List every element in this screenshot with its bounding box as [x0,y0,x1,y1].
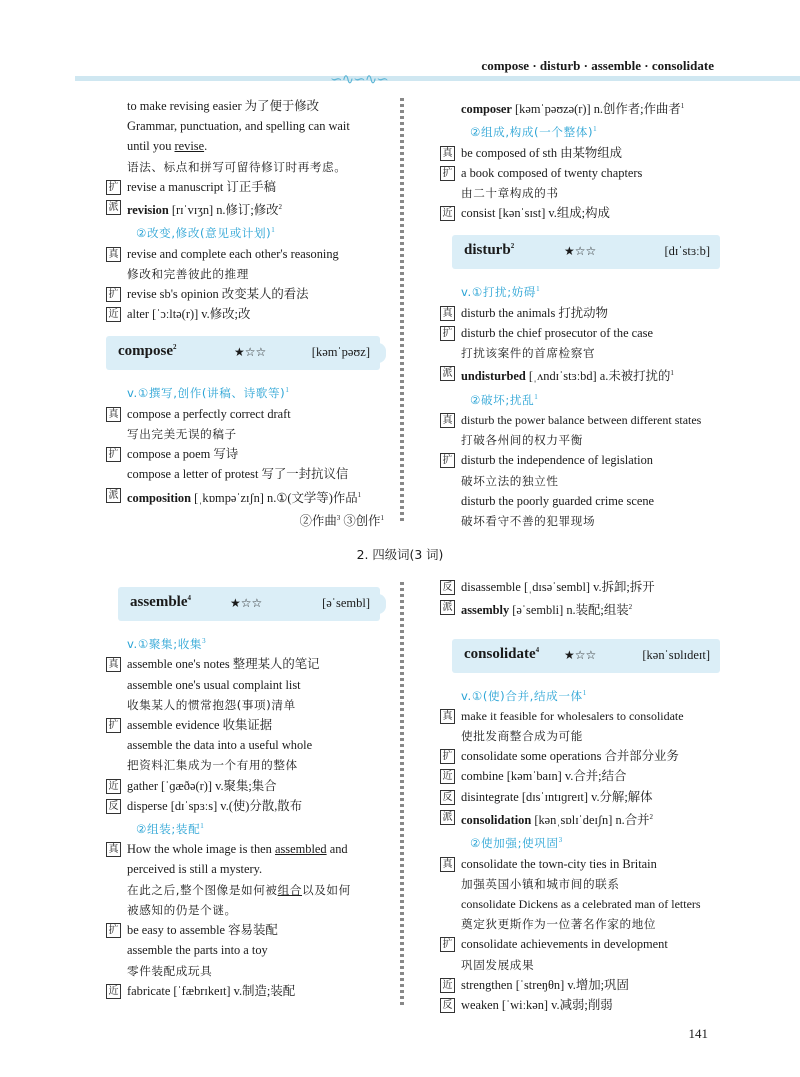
entry: 反 disassemble [ˌdɪsəˈsembl] v.拆卸;拆开 [440,577,720,597]
tag-icon: 反 [440,998,455,1013]
tag-icon: 扩 [440,326,455,341]
sense-heading: ②组成,构成(一个整体)$^1$ [470,125,597,140]
entry: 扩 assemble evidence 收集证据 [106,715,386,735]
entry: 反 disperse [dɪˈspɜːs] v.(使)分散,散布 [106,796,386,816]
sense-heading: ②破坏;扰乱$^1$ [470,392,538,407]
line: to make revising easier 为了便于修改 [127,99,320,113]
line: 打破各州间的权力平衡 [461,433,583,448]
line: 巩固发展成果 [461,957,535,972]
headword-box-consolidate [452,639,720,673]
tag-icon: 派 [106,488,121,503]
headword: disturb$^2$ [464,242,515,259]
sense-heading: v.①聚集;收集$^3$ [127,637,206,652]
tag-icon: 扩 [440,937,455,952]
headword: consolidate$^4$ [464,645,540,662]
tag-icon: 反 [440,580,455,595]
phonetic: [əˈsembl] [322,596,370,610]
bottom-right-column [440,577,720,1015]
top-left-column [106,96,386,531]
tag-icon: 近 [440,206,455,221]
line: consolidate Dickens as a celebrated man of letters [461,896,701,911]
tag-icon: 真 [440,709,455,724]
line: disturb the poorly guarded crime scene [461,493,655,508]
star-rating-icon: ★☆☆ [234,345,267,360]
tag-icon: 扩 [106,718,121,733]
tag-icon: 真 [440,413,455,428]
tag-icon: 真 [106,657,121,672]
entry: 真 How the whole image is then assembled and [106,839,386,859]
entry: 派 undisturbed [ˌʌndɪˈstɜːbd] a.未被打扰的$^1$ [440,363,720,386]
line: 由二十章构成的书 [461,186,559,201]
star-rating-icon: ★☆☆ [230,596,263,610]
line: assemble one's usual complaint list [127,677,301,692]
line: 打扰该案件的首席检察官 [461,346,596,361]
entry: 真 disturb the power balance between different states [440,410,720,430]
entry: 真 disturb the animals 打扰动物 [440,303,720,323]
line: 写出完美无误的稿子 [127,427,237,442]
sense-heading: v.①(使)合并,结成一体$^1$ [461,688,587,703]
entry: 扩 compose a poem 写诗 [106,444,386,464]
sense-heading: ②改变,修改(意见或计划)$^1$ [136,226,275,241]
sense-heading: ②组装;装配$^1$ [136,821,204,837]
running-header [0,52,800,88]
line: perceived is still a mystery. [127,862,263,877]
entry: 扩 revise sb's opinion 改变某人的看法 [106,284,386,304]
header-title: compose · disturb · assemble · consolidate [481,58,714,73]
header-ornament: ∽∿∽∿∽ [330,70,388,88]
entry: 派 revision [rɪˈvɪʒn] n.修订;修改$^2$ [106,197,386,220]
column-divider-top [400,98,404,523]
line: compose a letter of protest 写了一封抗议信 [127,467,349,482]
entry: 反 weaken [ˈwiːkən] v.减弱;削弱 [440,995,720,1015]
entry: 近 combine [kəmˈbaɪn] v.合并;结合 [440,766,720,786]
entry: 派 assembly [əˈsembli] n.装配;组装$^2$ [440,597,720,620]
entry: 近 fabricate [ˈfæbrɪkeɪt] v.制造;装配 [106,981,386,1001]
tag-icon: 反 [106,799,121,814]
line: 使批发商整合成为可能 [461,729,583,744]
star-rating-icon: ★☆☆ [564,647,597,662]
line: 收集某人的惯常抱怨(事项)清单 [127,697,296,712]
section-title: 2. 四级词(3 词) [356,547,444,562]
tag-icon: 近 [440,978,455,993]
entry: 近 alter [ˈɔːltə(r)] v.修改;改 [106,304,386,324]
entry: 真 revise and complete each other's reasoning [106,244,386,264]
tag-icon: 真 [440,857,455,872]
sense-heading: v.①撰写,创作(讲稿、诗歌等)$^1$ [127,386,289,401]
tag-icon: 派 [440,366,455,381]
line: 把资料汇集成为一个有用的整体 [127,758,298,773]
column-divider-bottom [400,582,404,1007]
tag-icon: 扩 [440,453,455,468]
phonetic: [kənˈsɒlɪdeɪt] [642,647,710,662]
phonetic: [kəmˈpəʊz] [311,345,370,360]
tag-icon: 派 [440,600,455,615]
tag-icon: 近 [106,984,121,999]
entry: 近 consist [kənˈsɪst] v.组成;构成 [440,203,720,223]
tag-icon: 真 [106,842,121,857]
entry: 真 consolidate the town-city ties in Britain [440,854,720,874]
entry: 扩 be easy to assemble 容易装配 [106,920,386,940]
line: until you revise. [127,139,208,154]
tag-icon: 扩 [106,287,121,302]
entry: 真 make it feasible for wholesalers to consolidate [440,706,720,726]
entry: 派 consolidation [kənˌsɒlɪˈdeɪʃn] n.合并$^2$ [440,807,720,830]
header-band [75,76,800,81]
tag-icon: 反 [440,790,455,805]
entry: 反 disintegrate [dɪsˈɪntɪɡreɪt] v.分解;解体 [440,787,720,807]
entry: 扩 consolidate some operations 合并部分业务 [440,746,720,766]
line: 破坏立法的独立性 [461,473,559,488]
line: assemble the parts into a toy [127,943,268,958]
tag-icon: 近 [106,307,121,322]
tag-icon: 近 [106,779,121,794]
line: Grammar, punctuation, and spelling can wait [127,119,350,134]
entry: 近 gather [ˈɡæðə(r)] v.聚集;集合 [106,776,386,796]
line: 语法、标点和拼写可留待修订时再考虑。 [127,159,347,174]
tag-icon: 真 [440,146,455,161]
tag-icon: 真 [440,306,455,321]
line: assemble the data into a useful whole [127,738,313,753]
entry: 真 be composed of sth 由某物组成 [440,143,720,163]
line: 修改和完善彼此的推理 [127,266,249,281]
tag-icon: 扩 [106,447,121,462]
entry: 扩 revise a manuscript 订正手稿 [106,177,386,197]
entry: 派 composition [ˌkɒmpəˈzɪʃn] n.①(文学等)作品$^1$ [106,485,386,508]
bottom-left-column [106,577,386,1001]
entry: composer [kəmˈpəʊzə(r)] n.创作者;作曲者$^1$ [461,102,685,117]
tag-icon: 扩 [106,180,121,195]
entry: 扩 a book composed of twenty chapters [440,163,720,183]
entry: 扩 disturb the chief prosecutor of the case [440,323,720,343]
top-right-column [440,96,720,531]
line: 被感知的仍是个谜。 [127,902,237,917]
headword: assemble$^4$ [130,594,191,610]
line: ②作曲$^3$ ③创作$^1$ [299,513,384,529]
entry: 近 strengthen [ˈstreŋθn] v.增加;巩固 [440,975,720,995]
tag-icon: 真 [106,407,121,422]
tag-icon: 真 [106,247,121,262]
line: 加强英国小镇和城市间的联系 [461,876,620,891]
sense-heading: ②使加强;使巩固$^3$ [470,836,563,851]
headword-box-assemble [118,587,380,621]
page-number: 141 [688,1026,708,1041]
star-rating-icon: ★☆☆ [564,244,597,259]
line: 零件装配成玩具 [127,963,213,978]
headword-box-disturb [452,235,720,269]
line: 在此之后,整个图像是如何被组合以及如何 [127,882,351,897]
phonetic: [dɪˈstɜːb] [664,244,710,259]
entry: 真 assemble one's notes 整理某人的笔记 [106,654,386,674]
entry: 扩 consolidate achievements in development [440,934,720,954]
tag-icon: 扩 [440,166,455,181]
line: 奠定狄更斯作为一位著名作家的地位 [461,917,657,932]
tag-icon: 近 [440,769,455,784]
sense-heading: v.①打扰;妨碍$^1$ [461,285,540,300]
tag-icon: 派 [440,810,455,825]
headword: compose$^2$ [118,343,177,360]
headword-box-compose [106,336,380,370]
tag-icon: 扩 [106,923,121,938]
line: 破坏看守不善的犯罪现场 [461,514,596,529]
tag-icon: 扩 [440,749,455,764]
entry: 扩 disturb the independence of legislation [440,450,720,470]
entry: 真 compose a perfectly correct draft [106,404,386,424]
tag-icon: 派 [106,200,121,215]
